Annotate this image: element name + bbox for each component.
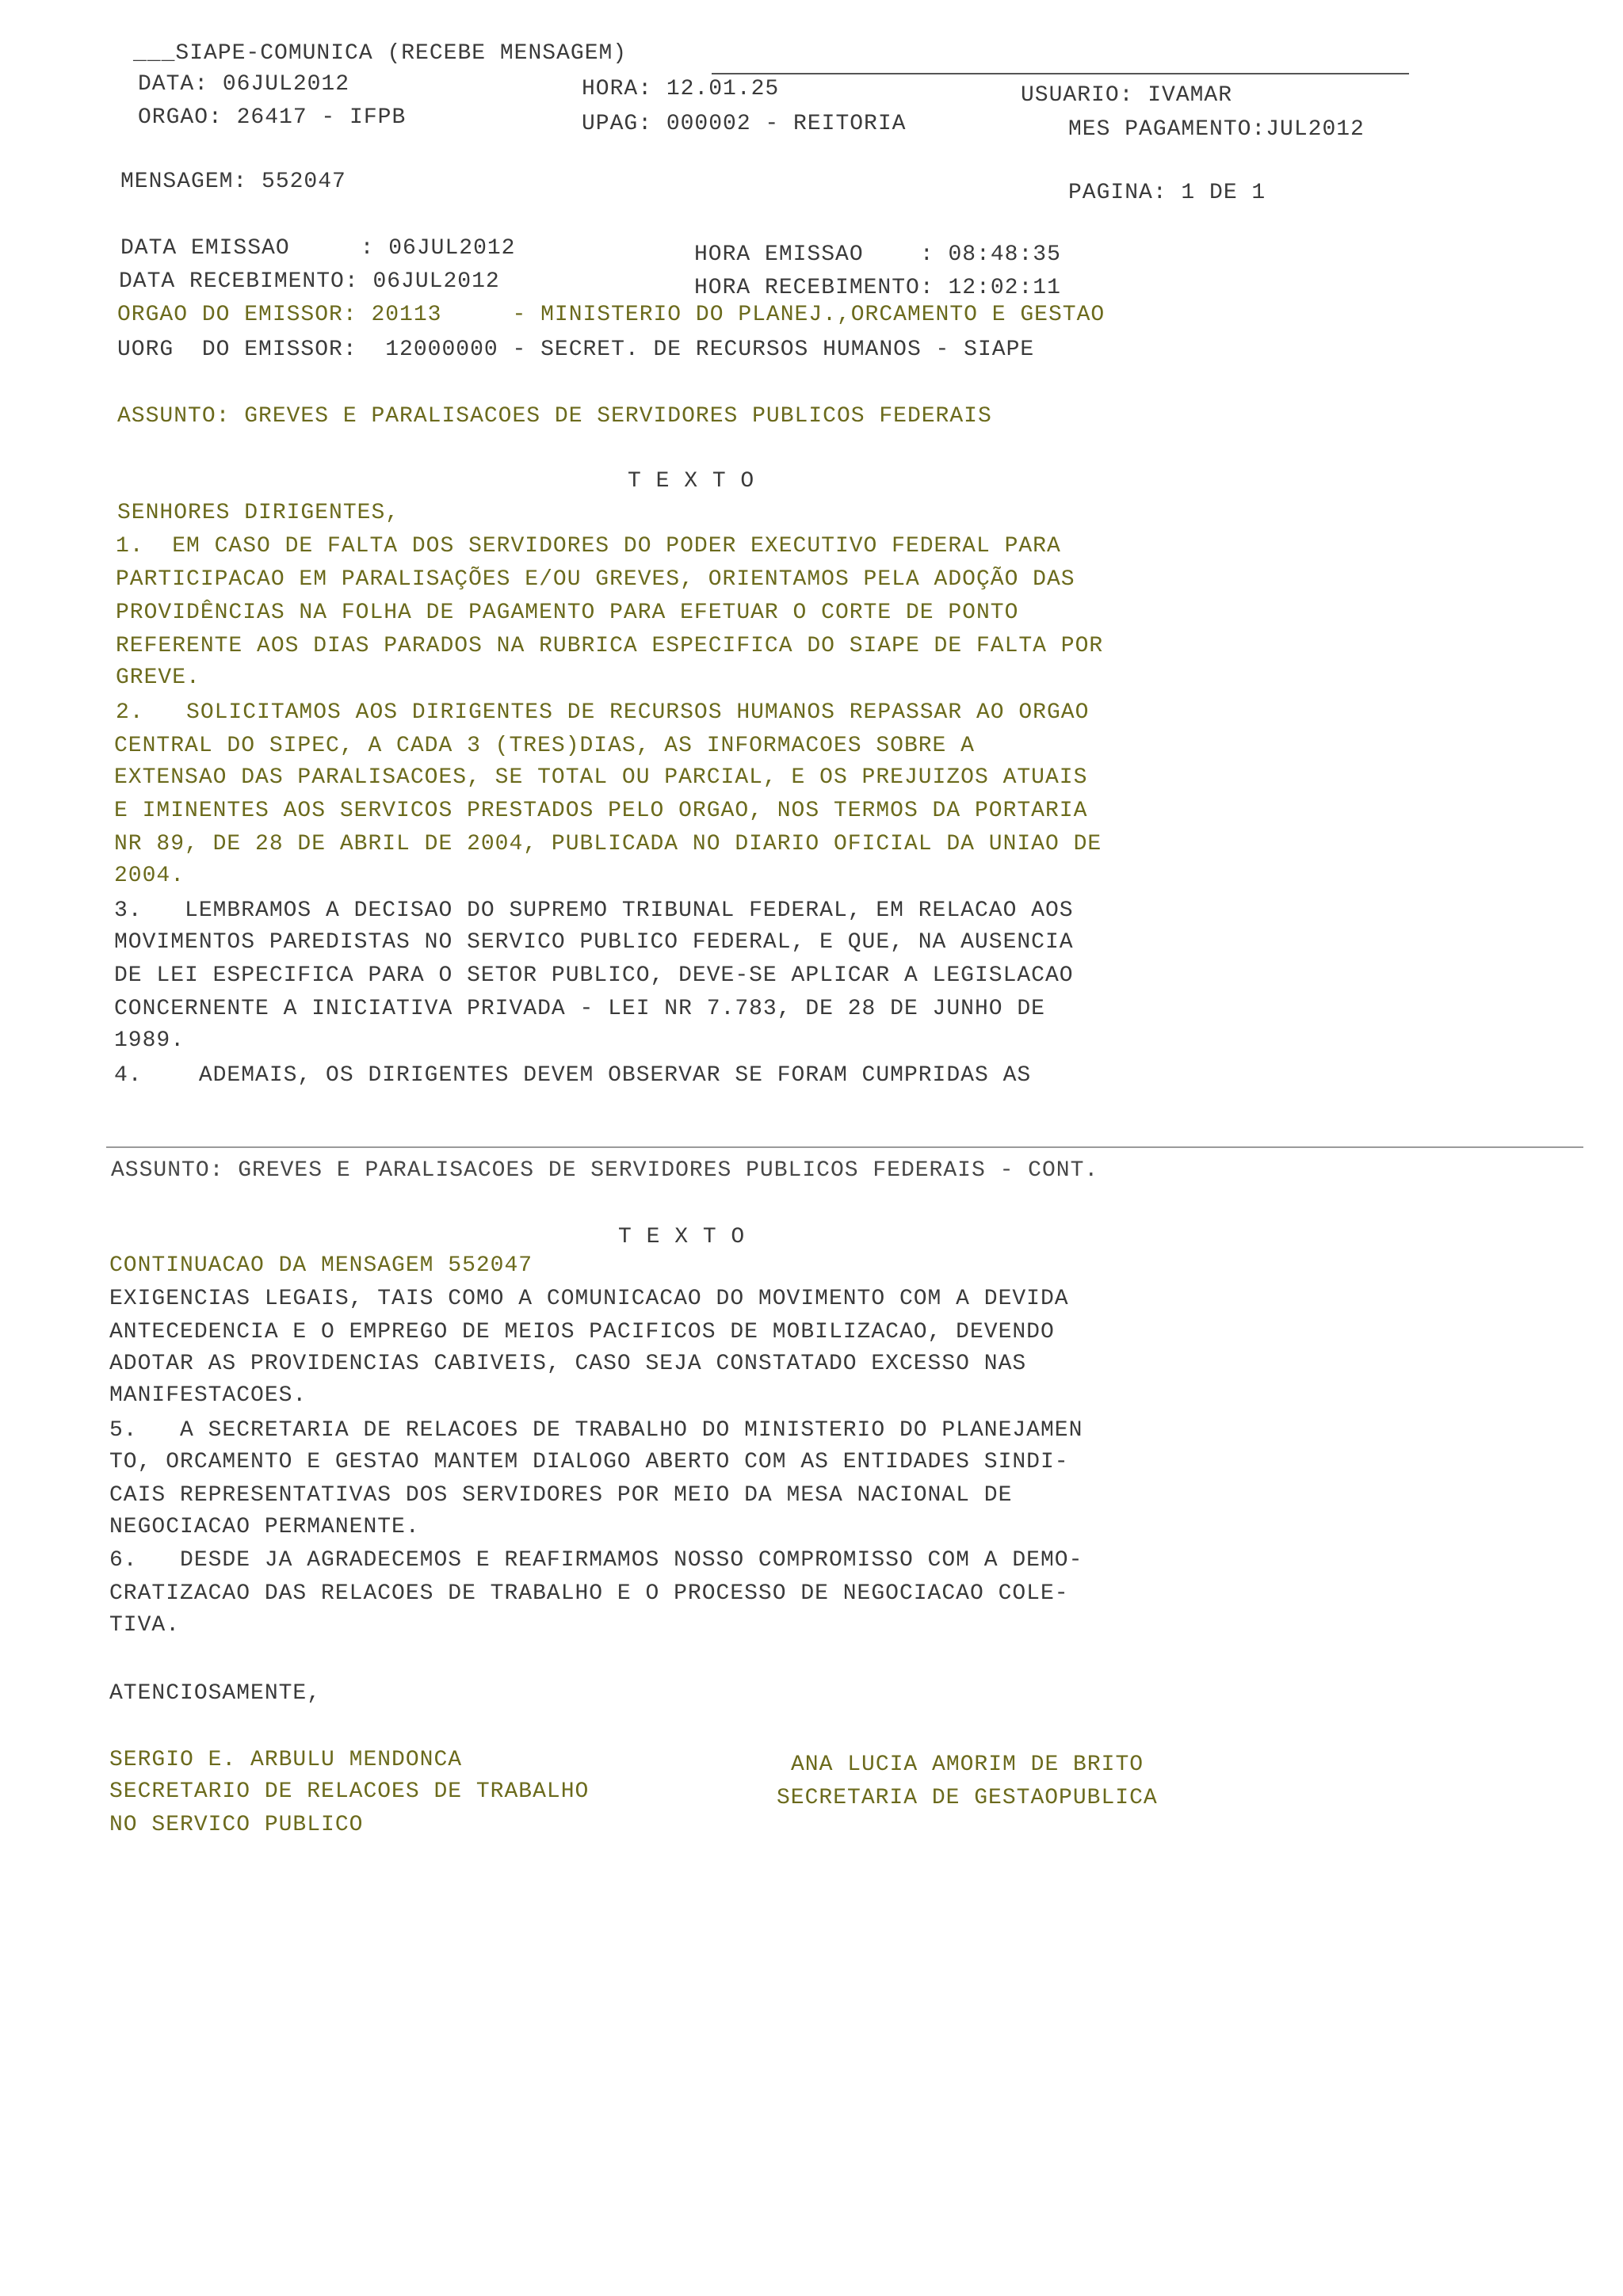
text-heading: T E X T O bbox=[628, 469, 755, 494]
emission-date: DATA EMISSAO : 06JUL2012 bbox=[120, 236, 516, 261]
subject-continued: ASSUNTO: GREVES E PARALISACOES DE SERVIDORES PUBLICOS FEDERAIS - CONT. bbox=[111, 1158, 1099, 1183]
body-line: 1989. bbox=[114, 1028, 185, 1053]
signer-title: SECRETARIO DE RELACOES DE TRABALHO bbox=[109, 1779, 590, 1804]
body-line: TO, ORCAMENTO E GESTAO MANTEM DIALOGO ABERTO COM AS ENTIDADES SINDI- bbox=[109, 1450, 1069, 1474]
page-counter: PAGINA: 1 DE 1 bbox=[1068, 181, 1266, 205]
header-orgao: ORGAO: 26417 - IFPB bbox=[138, 105, 407, 130]
header-date: DATA: 06JUL2012 bbox=[138, 72, 350, 97]
body-line: PARTICIPACAO EM PARALISAÇÕES E/OU GREVES, ORIENTAMOS PELA ADOÇÃO DAS bbox=[116, 567, 1075, 592]
body-line: CRATIZACAO DAS RELACOES DE TRABALHO E O PROCESSO DE NEGOCIACAO COLE- bbox=[109, 1581, 1069, 1606]
body-line: NR 89, DE 28 DE ABRIL DE 2004, PUBLICADA NO DIARIO OFICIAL DA UNIAO DE bbox=[114, 832, 1102, 856]
header-rule bbox=[712, 73, 1409, 74]
text-heading-continued: T E X T O bbox=[618, 1225, 746, 1249]
page-break-rule bbox=[106, 1146, 1583, 1148]
emission-time: HORA EMISSAO : 08:48:35 bbox=[694, 242, 1061, 267]
body-line: PROVIDÊNCIAS NA FOLHA DE PAGAMENTO PARA EFETUAR O CORTE DE PONTO bbox=[116, 601, 1019, 625]
signer-title: NO SERVICO PUBLICO bbox=[109, 1813, 364, 1837]
body-line: 3. LEMBRAMOS A DECISAO DO SUPREMO TRIBUNAL FEDERAL, EM RELACAO AOS bbox=[114, 898, 1074, 923]
body-line: 2004. bbox=[114, 864, 185, 888]
body-line: CAIS REPRESENTATIVAS DOS SERVIDORES POR MEIO DA MESA NACIONAL DE bbox=[109, 1483, 1013, 1508]
continuation-label: CONTINUACAO DA MENSAGEM 552047 bbox=[109, 1253, 533, 1278]
body-line: DE LEI ESPECIFICA PARA O SETOR PUBLICO, DEVE-SE APLICAR A LEGISLACAO bbox=[114, 963, 1074, 988]
header-upag: UPAG: 000002 - REITORIA bbox=[582, 112, 907, 136]
body-line: 6. DESDE JA AGRADECEMOS E REAFIRMAMOS NOSSO COMPROMISSO COM A DEMO- bbox=[109, 1548, 1083, 1573]
header-user: USUARIO: IVAMAR bbox=[1021, 83, 1233, 108]
header-time: HORA: 12.01.25 bbox=[582, 77, 780, 101]
signer-name: SERGIO E. ARBULU MENDONCA bbox=[109, 1748, 463, 1772]
signer-title: SECRETARIA DE GESTAOPUBLICA bbox=[777, 1786, 1158, 1810]
body-line: 2. SOLICITAMOS AOS DIRIGENTES DE RECURSOS HUMANOS REPASSAR AO ORGAO bbox=[116, 700, 1090, 725]
body-line: EXIGENCIAS LEGAIS, TAIS COMO A COMUNICACAO DO MOVIMENTO COM A DEVIDA bbox=[109, 1287, 1069, 1311]
body-line: TIVA. bbox=[109, 1613, 181, 1638]
body-line: SENHORES DIRIGENTES, bbox=[117, 501, 400, 525]
body-line: 5. A SECRETARIA DE RELACOES DE TRABALHO DO MINISTERIO DO PLANEJAMEN bbox=[109, 1418, 1083, 1443]
body-line: NEGOCIACAO PERMANENTE. bbox=[109, 1515, 420, 1539]
body-line: CONCERNENTE A INICIATIVA PRIVADA - LEI NR 7.783, DE 28 DE JUNHO DE bbox=[114, 997, 1045, 1021]
body-line: MOVIMENTOS PAREDISTAS NO SERVICO PUBLICO FEDERAL, E QUE, NA AUSENCIA bbox=[114, 930, 1074, 955]
body-line: 1. EM CASO DE FALTA DOS SERVIDORES DO PODER EXECUTIVO FEDERAL PARA bbox=[116, 534, 1061, 559]
receipt-time: HORA RECEBIMENTO: 12:02:11 bbox=[694, 276, 1061, 300]
issuer-organ: ORGAO DO EMISSOR: 20113 - MINISTERIO DO PLANEJ.,ORCAMENTO E GESTAO bbox=[117, 303, 1106, 327]
message-number: MENSAGEM: 552047 bbox=[120, 170, 346, 194]
body-line: EXTENSAO DAS PARALISACOES, SE TOTAL OU PARCIAL, E OS PREJUIZOS ATUAIS bbox=[114, 765, 1088, 790]
body-line: ANTECEDENCIA E O EMPREGO DE MEIOS PACIFICOS DE MOBILIZACAO, DEVENDO bbox=[109, 1320, 1055, 1344]
signer-name: ANA LUCIA AMORIM DE BRITO bbox=[791, 1753, 1144, 1777]
body-line: E IMINENTES AOS SERVICOS PRESTADOS PELO ORGAO, NOS TERMOS DA PORTARIA bbox=[114, 799, 1088, 823]
body-line: 4. ADEMAIS, OS DIRIGENTES DEVEM OBSERVAR SE FORAM CUMPRIDAS AS bbox=[114, 1063, 1032, 1088]
closing: ATENCIOSAMENTE, bbox=[109, 1681, 322, 1706]
body-line: ADOTAR AS PROVIDENCIAS CABIVEIS, CASO SEJA CONSTATADO EXCESSO NAS bbox=[109, 1352, 1027, 1376]
subject: ASSUNTO: GREVES E PARALISACOES DE SERVIDORES PUBLICOS FEDERAIS bbox=[117, 404, 992, 429]
header-payment-month: MES PAGAMENTO:JUL2012 bbox=[1068, 117, 1365, 142]
issuer-uorg: UORG DO EMISSOR: 12000000 - SECRET. DE RECURSOS HUMANOS - SIAPE bbox=[117, 338, 1035, 362]
receipt-date: DATA RECEBIMENTO: 06JUL2012 bbox=[119, 269, 500, 294]
body-line: GREVE. bbox=[116, 666, 200, 690]
system-title: ___SIAPE-COMUNICA (RECEBE MENSAGEM) bbox=[133, 41, 628, 66]
body-line: CENTRAL DO SIPEC, A CADA 3 (TRES)DIAS, AS INFORMACOES SOBRE A bbox=[114, 734, 975, 758]
body-line: REFERENTE AOS DIAS PARADOS NA RUBRICA ESPECIFICA DO SIAPE DE FALTA POR bbox=[116, 634, 1104, 658]
body-line: MANIFESTACOES. bbox=[109, 1383, 307, 1408]
